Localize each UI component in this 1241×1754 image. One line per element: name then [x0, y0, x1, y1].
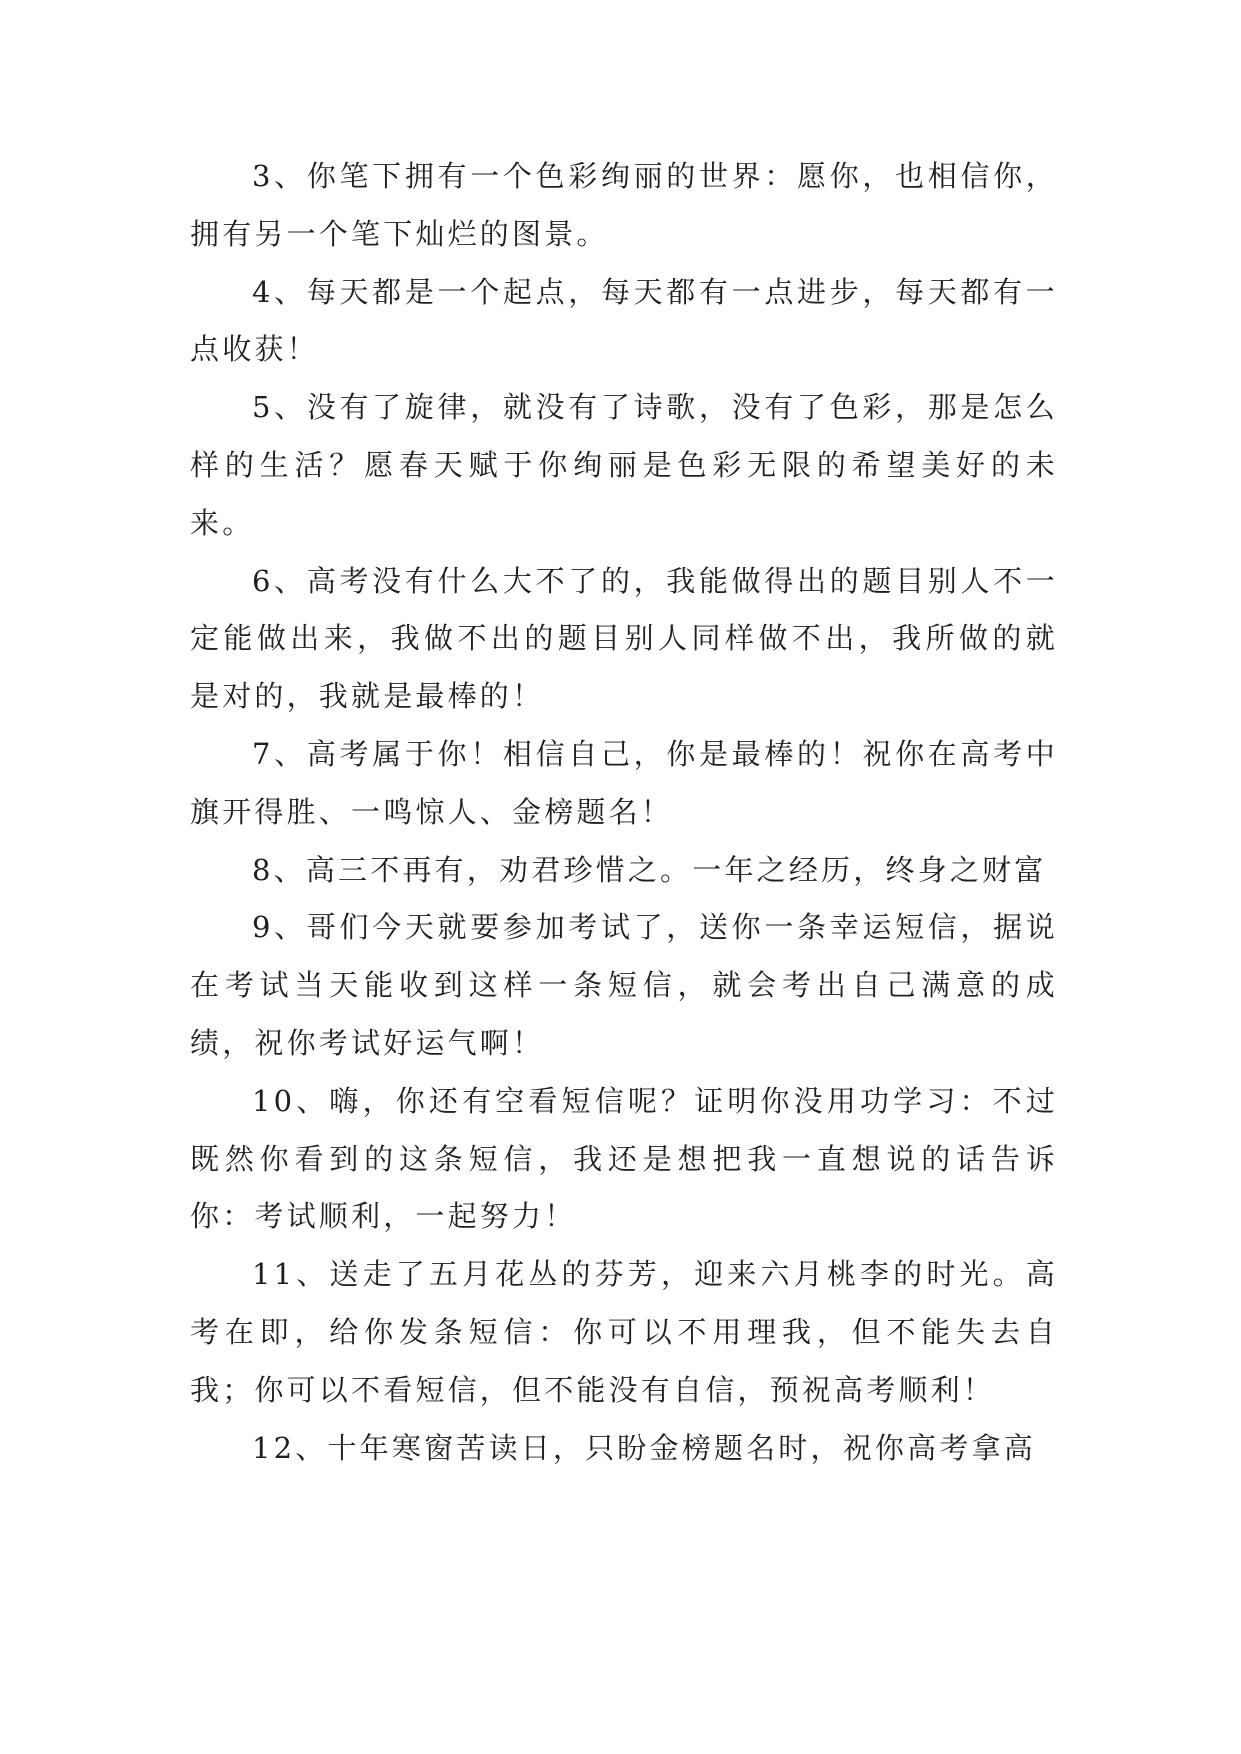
paragraph-9: 9、哥们今天就要参加考试了，送你一条幸运短信，据说在考试当天能收到这样一条短信，就会考出自己满意的成绩，祝你考试好运气啊！	[190, 910, 1058, 1060]
paragraph-12: 12、十年寒窗苦读日，只盼金榜题名时，祝你高考拿高	[252, 1430, 1036, 1465]
paragraph-11: 11、送走了五月花丛的芬芳，迎来六月桃李的时光。高考在即，给你发条短信：你可以不用理我，但不能失去自我；你可以不看短信，但不能没有自信，预祝高考顺利！	[190, 1257, 1058, 1407]
paragraph-6: 6、高考没有什么大不了的，我能做得出的题目别人不一定能做出来，我做不出的题目别人同样做不出，我所做的就是对的，我就是最棒的！	[190, 563, 1058, 714]
paragraph-8: 8、高三不再有，劝君珍惜之。一年之经历，终身之财富	[252, 852, 1047, 887]
document-body	[190, 148, 1058, 1477]
paragraph-5: 5、没有了旋律，就没有了诗歌，没有了色彩，那是怎么样的生活？愿春天赋于你绚丽是色彩无限的希望美好的未来。	[190, 390, 1058, 540]
paragraph-4: 4、每天都是一个起点，每天都有一点进步，每天都有一点收获！	[190, 274, 1058, 367]
paragraph-7: 7、高考属于你！相信自己，你是最棒的！祝你在高考中旗开得胜、一鸣惊人、金榜题名！	[190, 736, 1058, 829]
paragraph-10: 10、嗨，你还有空看短信呢？证明你没用功学习：不过既然你看到的这条短信，我还是想把我一直想说的话告诉你：考试顺利，一起努力！	[190, 1083, 1058, 1234]
paragraph-3: 3、你笔下拥有一个色彩绚丽的世界：愿你，也相信你，拥有另一个笔下灿烂的图景。	[190, 159, 1058, 251]
